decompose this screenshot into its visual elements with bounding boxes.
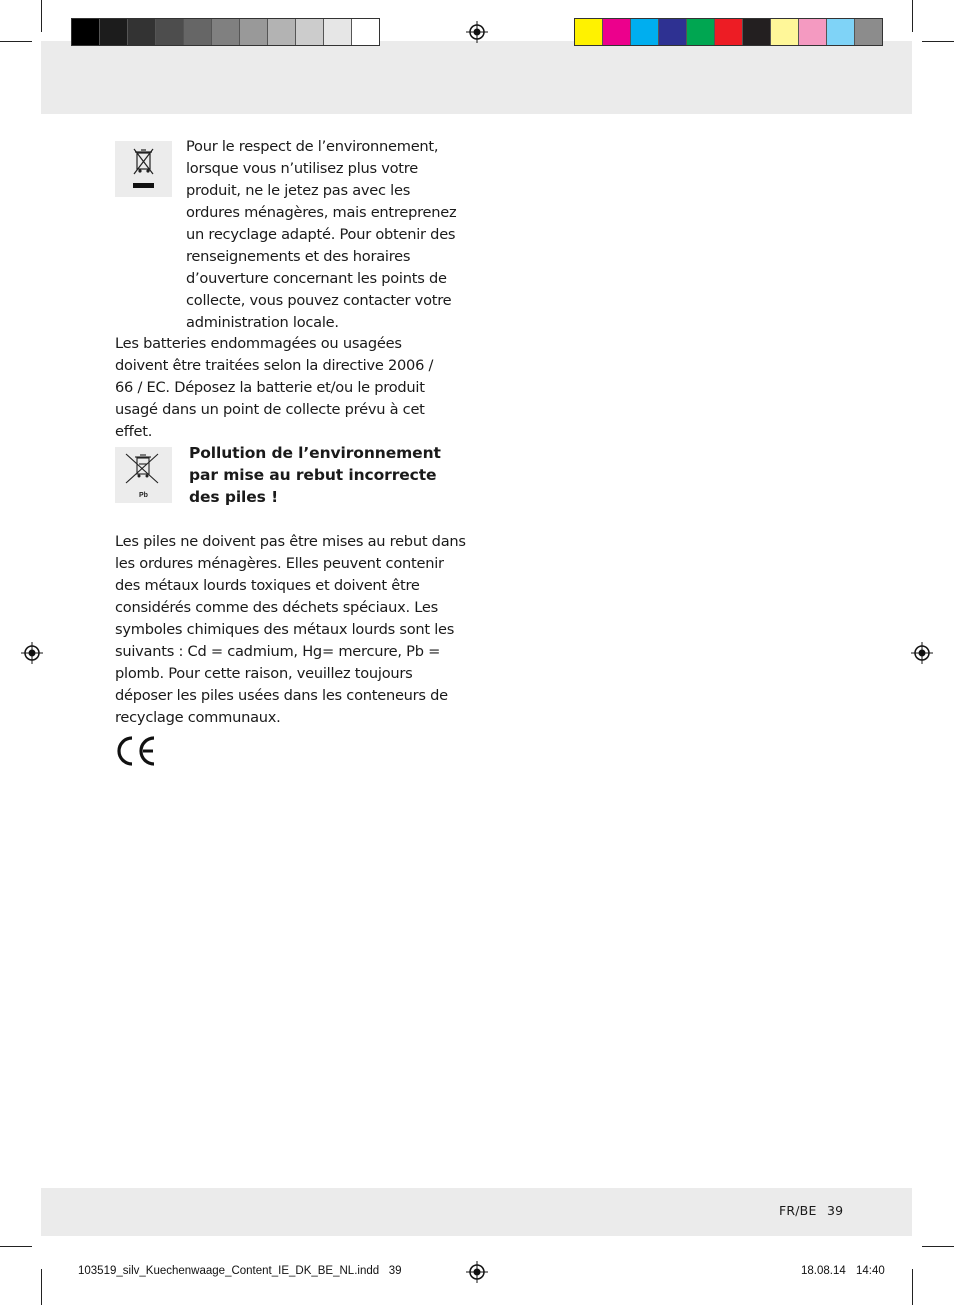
ce-mark-icon	[115, 735, 157, 767]
color-swatch	[156, 19, 184, 45]
color-swatch	[212, 19, 240, 45]
color-swatch	[771, 19, 799, 45]
color-swatch	[100, 19, 128, 45]
page-number: 39	[827, 1203, 844, 1218]
crop-mark	[912, 0, 913, 32]
header-band	[41, 41, 912, 114]
color-swatch	[72, 19, 100, 45]
pb-label: Pb	[139, 492, 148, 499]
color-swatch	[715, 19, 743, 45]
color-swatch	[827, 19, 855, 45]
crop-mark	[922, 41, 954, 42]
battery-disposal-bin-icon	[115, 447, 172, 503]
crop-mark	[0, 41, 32, 42]
color-swatch	[855, 19, 882, 45]
color-swatch	[128, 19, 156, 45]
process-color-bar	[574, 18, 883, 46]
registration-mark-icon	[911, 642, 933, 664]
battery-warning-heading: Pollution de l’environnement par mise au rebut incorrecte des piles !	[189, 444, 441, 506]
crop-mark	[41, 0, 42, 32]
crossed-out-wheelie-bin-icon	[115, 141, 172, 197]
color-swatch	[296, 19, 324, 45]
weee-icon-box	[115, 141, 172, 197]
color-swatch	[352, 19, 379, 45]
crop-mark	[41, 1269, 42, 1305]
color-swatch	[687, 19, 715, 45]
color-swatch	[240, 19, 268, 45]
slug-time: 14:40	[856, 1265, 885, 1277]
crop-mark	[922, 1246, 954, 1247]
slug-filename: 103519_silv_Kuechenwaage_Content_IE_DK_BE_NL.indd 39	[78, 1265, 402, 1277]
battery-icon-box	[115, 447, 172, 503]
color-swatch	[324, 19, 352, 45]
registration-mark-icon	[21, 642, 43, 664]
color-swatch	[799, 19, 827, 45]
crop-mark	[912, 1269, 913, 1305]
slug-date: 18.08.14	[801, 1265, 846, 1277]
color-swatch	[184, 19, 212, 45]
crop-mark	[0, 1246, 32, 1247]
color-swatch	[575, 19, 603, 45]
disposal-paragraph: Pour le respect de l’environnement, lorsque vous n’utilisez plus votre produit, ne le jetez pas avec les ordures ménagères, mais entreprenez un recyclage adapté. Pour obtenir des renseignements et des horaires d’ouverture concernant les points de collecte, vous pouvez contacter votre administration locale.	[186, 138, 457, 331]
grayscale-color-bar	[71, 18, 380, 46]
language-code: FR/BE	[779, 1203, 817, 1218]
color-swatch	[603, 19, 631, 45]
registration-mark-icon	[466, 1261, 488, 1283]
color-swatch	[659, 19, 687, 45]
battery-directive-paragraph: Les batteries endommagées ou usagées doivent être traitées selon la directive 2006 / 66 / EC. Déposez la batterie et/ou le produit usagé dans un point de collecte prévu à cet effet.	[115, 335, 434, 440]
color-swatch	[743, 19, 771, 45]
color-swatch	[631, 19, 659, 45]
color-swatch	[268, 19, 296, 45]
registration-mark-icon	[466, 21, 488, 43]
heavy-metals-paragraph: Les piles ne doivent pas être mises au rebut dans les ordures ménagères. Elles peuvent contenir des métaux lourds toxiques et doivent être considérés comme des déchets spéciaux. Les symboles chimiques des métaux lourds sont les suivants : Cd = cadmium, Hg= mercure, Pb = plomb. Pour cette raison, veuillez toujours déposer les piles usées dans les conteneurs de recyclage communaux.	[115, 533, 466, 726]
